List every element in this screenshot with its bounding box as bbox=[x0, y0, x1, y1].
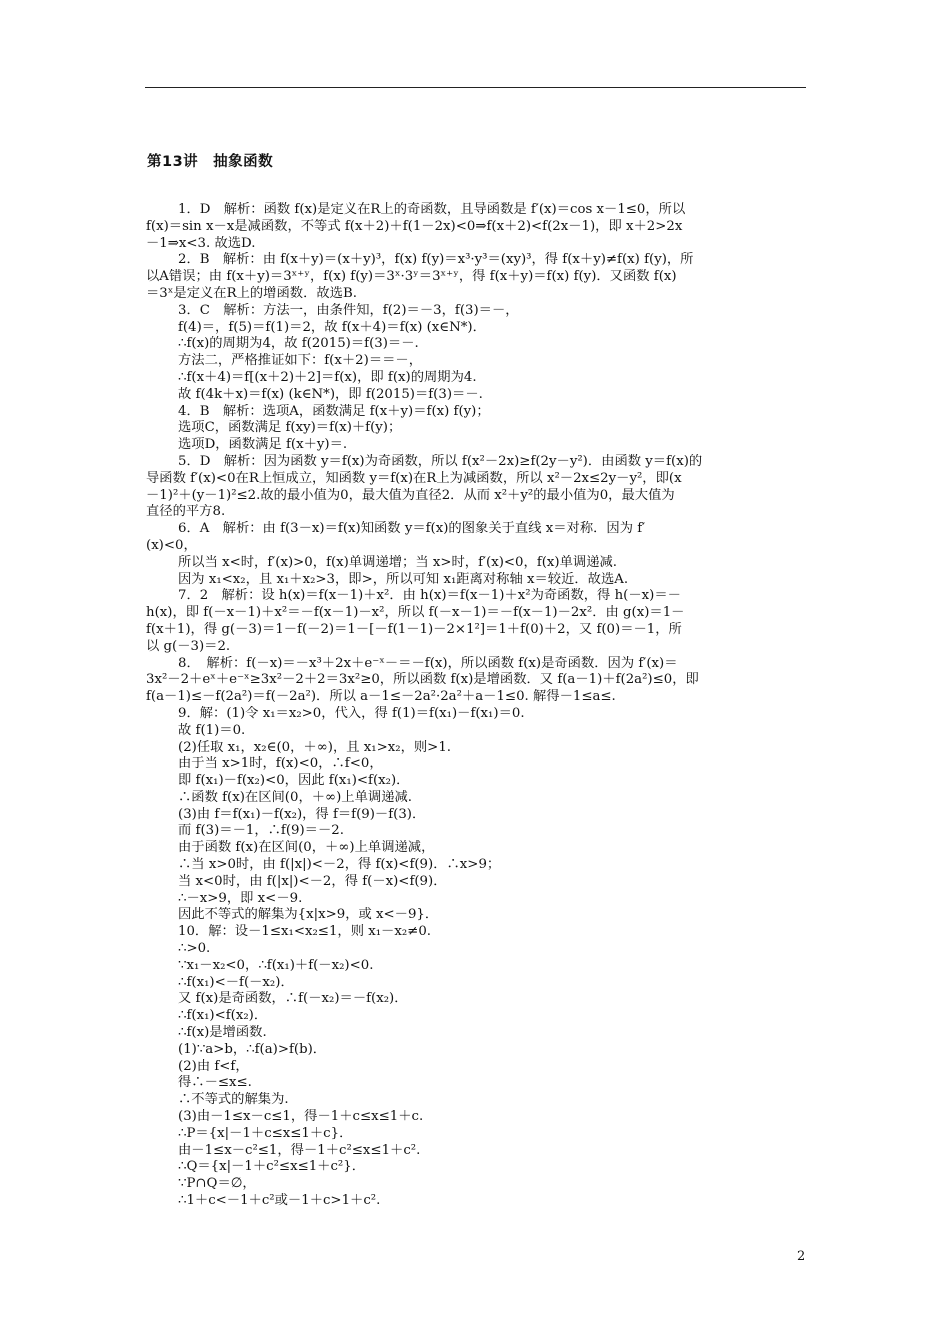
text-line: 3．C 解析：方法一，由条件知，f(2)＝－3，f(3)＝－， bbox=[178, 302, 519, 318]
text-line: 1．D 解析：函数 f(x)是定义在R上的奇函数，且导函数是 f′(x)＝cos x－1≤0，所以 bbox=[178, 202, 686, 217]
page-number: 2 bbox=[797, 1249, 806, 1264]
text-line: 故 f(1)＝0. bbox=[178, 722, 246, 738]
text-line: 当 x<0时，由 f(|x|)<－2，得 f(－x)<f(9)． bbox=[178, 873, 447, 889]
text-line: ∴1＋c<－1＋c²或－1＋c>1＋c². bbox=[178, 1193, 381, 1209]
text-line: (3)由－1≤x－c≤1，得－1＋c≤x≤1＋c. bbox=[178, 1109, 424, 1125]
text-line: －1)²＋(y－1)²≤2.故的最小值为0，最大值为直径2．从而 x²＋y²的最小值为0，最大值为 bbox=[146, 487, 675, 503]
document-body bbox=[146, 202, 808, 1210]
text-line: 因为 x₁<x₂，且 x₁＋x₂>3，即>，所以可知 x₁距离对称轴 x＝较近．故选A. bbox=[178, 571, 629, 587]
text-line: ∴f(x₁)<－f(－x₂)． bbox=[178, 974, 294, 990]
text-line: 由－1≤x－c²≤1，得－1＋c²≤x≤1＋c². bbox=[178, 1142, 421, 1158]
text-line: ∵P∩Q＝∅， bbox=[178, 1176, 256, 1192]
text-line: 6．A 解析：由 f(3－x)＝f(x)知函数 y＝f(x)的图象关于直线 x＝对称．因为 f′ bbox=[178, 521, 646, 537]
text-line: －1⇒x<3. 故选D. bbox=[146, 235, 256, 251]
text-line: ∴>0. bbox=[178, 941, 211, 957]
text-line: 3x²－2＋eˣ＋e⁻ˣ≥3x²－2＋2＝3x²≥0，所以函数 f(x)是增函数．又 f(a－1)＋f(2a²)≤0，即 bbox=[146, 672, 699, 688]
text-line: 又 f(x)是奇函数，∴f(－x₂)＝－f(x₂)． bbox=[178, 991, 408, 1007]
text-line: ∴Q＝{x|－1＋c²≤x≤1＋c²}． bbox=[178, 1159, 366, 1175]
text-line: f(x＋1)，得 g(－3)＝1－f(－2)＝1－[－f(1－1)－2×1²]＝1＋f(0)＋2，又 f(0)＝－1，所 bbox=[146, 621, 682, 637]
text-line: 5．D 解析：因为函数 y＝f(x)为奇函数，所以 f(x²－2x)≥f(2y－y²)．由函数 y＝f(x)的 bbox=[178, 453, 703, 469]
text-line: ∴f(x)的周期为4，故 f(2015)＝f(3)＝－. bbox=[178, 336, 419, 352]
text-line: 7．2 解析：设 h(x)＝f(x－1)＋x²．由 h(x)＝f(x－1)＋x²为奇函数，得 h(－x)＝－ bbox=[178, 588, 681, 604]
text-line: 以 g(－3)＝2. bbox=[146, 638, 231, 654]
text-line: ∴函数 f(x)在区间(0，＋∞)上单调递减. bbox=[178, 789, 413, 805]
text-line: ∴f(x₁)<f(x₂)． bbox=[178, 1008, 268, 1024]
page-title: 第13讲 抽象函数 bbox=[147, 154, 274, 170]
text-line: f(x)＝sin x－x是减函数，不等式 f(x＋2)＋f(1－2x)<0⇒f(x＋2)<f(2x－1)，即 x＋2>2x bbox=[146, 218, 683, 234]
text-line: ∵x₁－x₂<0，∴f(x₁)＋f(－x₂)<0. bbox=[178, 957, 374, 973]
text-line: 选项C，函数满足 f(xy)＝f(x)＋f(y)； bbox=[178, 420, 402, 436]
text-line: 所以当 x<时，f′(x)>0，f(x)单调递增；当 x>时，f′(x)<0，f(x)单调递减. bbox=[178, 554, 618, 570]
text-line: 9．解：(1)令 x₁＝x₂>0，代入，得 f(1)＝f(x₁)－f(x₁)＝0. bbox=[178, 705, 525, 721]
text-line: 由于当 x>1时，f(x)<0，∴f<0， bbox=[178, 756, 383, 772]
text-line: (3)由 f＝f(x₁)－f(x₂)，得 f＝f(9)－f(3)． bbox=[178, 806, 426, 822]
text-line: 方法二，严格推证如下：f(x＋2)＝＝－， bbox=[178, 353, 423, 369]
text-line: ∴P＝{x|－1＋c≤x≤1＋c}． bbox=[178, 1125, 353, 1141]
text-line: ∴f(x)是增函数. bbox=[178, 1025, 267, 1041]
text-line: (2)任取 x₁，x₂∈(0，＋∞)，且 x₁>x₂，则>1. bbox=[178, 739, 452, 755]
text-line: 故 f(4k＋x)＝f(x) (k∈N*)，即 f(2015)＝f(3)＝－. bbox=[178, 386, 483, 402]
text-line: ∴f(x＋4)＝f[(x＋2)＋2]＝f(x)，即 f(x)的周期为4. bbox=[178, 369, 477, 385]
text-line: 选项D，函数满足 f(x＋y)＝. bbox=[178, 437, 348, 453]
text-line: 4．B 解析：选项A，函数满足 f(x＋y)＝f(x) f(y)； bbox=[178, 403, 490, 419]
text-line: ＝3ˣ是定义在R上的增函数．故选B. bbox=[146, 285, 357, 301]
text-line: 而 f(3)＝－1，∴f(9)＝－2. bbox=[178, 823, 344, 839]
text-line: f(a－1)≤－f(2a²)＝f(－2a²)．所以 a－1≤－2a²·2a²＋a－1≤0. 解得－1≤a≤. bbox=[146, 689, 616, 705]
text-line: ∴不等式的解集为. bbox=[178, 1092, 289, 1108]
text-line: 得∴－≤x≤. bbox=[178, 1075, 252, 1091]
text-line: 直径的平方8. bbox=[146, 504, 226, 520]
text-line: ∴当 x>0时，由 f(|x|)<－2，得 f(x)<f(9)．∴x>9； bbox=[178, 857, 501, 873]
text-line: h(x)，即 f(－x－1)＋x²＝－f(x－1)－x²，所以 f(－x－1)＝－f(x－1)－2x²．由 g(x)＝1－ bbox=[146, 605, 685, 621]
text-line: 即 f(x₁)－f(x₂)<0，因此 f(x₁)<f(x₂)． bbox=[178, 773, 410, 789]
text-line: (x)<0， bbox=[146, 537, 197, 553]
text-line: 2．B 解析：由 f(x＋y)＝(x＋y)³，f(x) f(y)＝x³·y³＝(xy)³，得 f(x＋y)≠f(x) f(y)，所 bbox=[178, 252, 694, 268]
text-line: (2)由 f<f， bbox=[178, 1058, 249, 1074]
text-line: f(4)＝，f(5)＝f(1)＝2，故 f(x＋4)＝f(x) (x∈N*)． bbox=[178, 319, 486, 335]
text-line: 导函数 f′(x)<0在R上恒成立，知函数 y＝f(x)在R上为减函数，所以 x²－2x≤2y－y²，即(x bbox=[146, 470, 682, 486]
header-rule bbox=[145, 87, 806, 88]
text-line: ∴－x>9，即 x<－9. bbox=[178, 890, 303, 906]
text-line: 因此不等式的解集为{x|x>9，或 x<－9}． bbox=[178, 907, 439, 923]
text-line: 以A错误；由 f(x＋y)＝3ˣ⁺ʸ，f(x) f(y)＝3ˣ·3ʸ＝3ˣ⁺ʸ，得 f(x＋y)＝f(x) f(y)．又函数 f(x) bbox=[146, 269, 677, 285]
text-line: (1)∵a>b，∴f(a)>f(b)． bbox=[178, 1041, 327, 1057]
text-line: 10．解：设－1≤x₁<x₂≤1，则 x₁－x₂≠0. bbox=[178, 924, 432, 940]
text-line: 8． 解析：f(－x)＝－x³＋2x＋e⁻ˣ－＝－f(x)，所以函数 f(x)是奇函数．因为 f′(x)＝ bbox=[178, 655, 678, 671]
text-line: 由于函数 f(x)在区间(0，＋∞)上单调递减， bbox=[178, 840, 435, 856]
